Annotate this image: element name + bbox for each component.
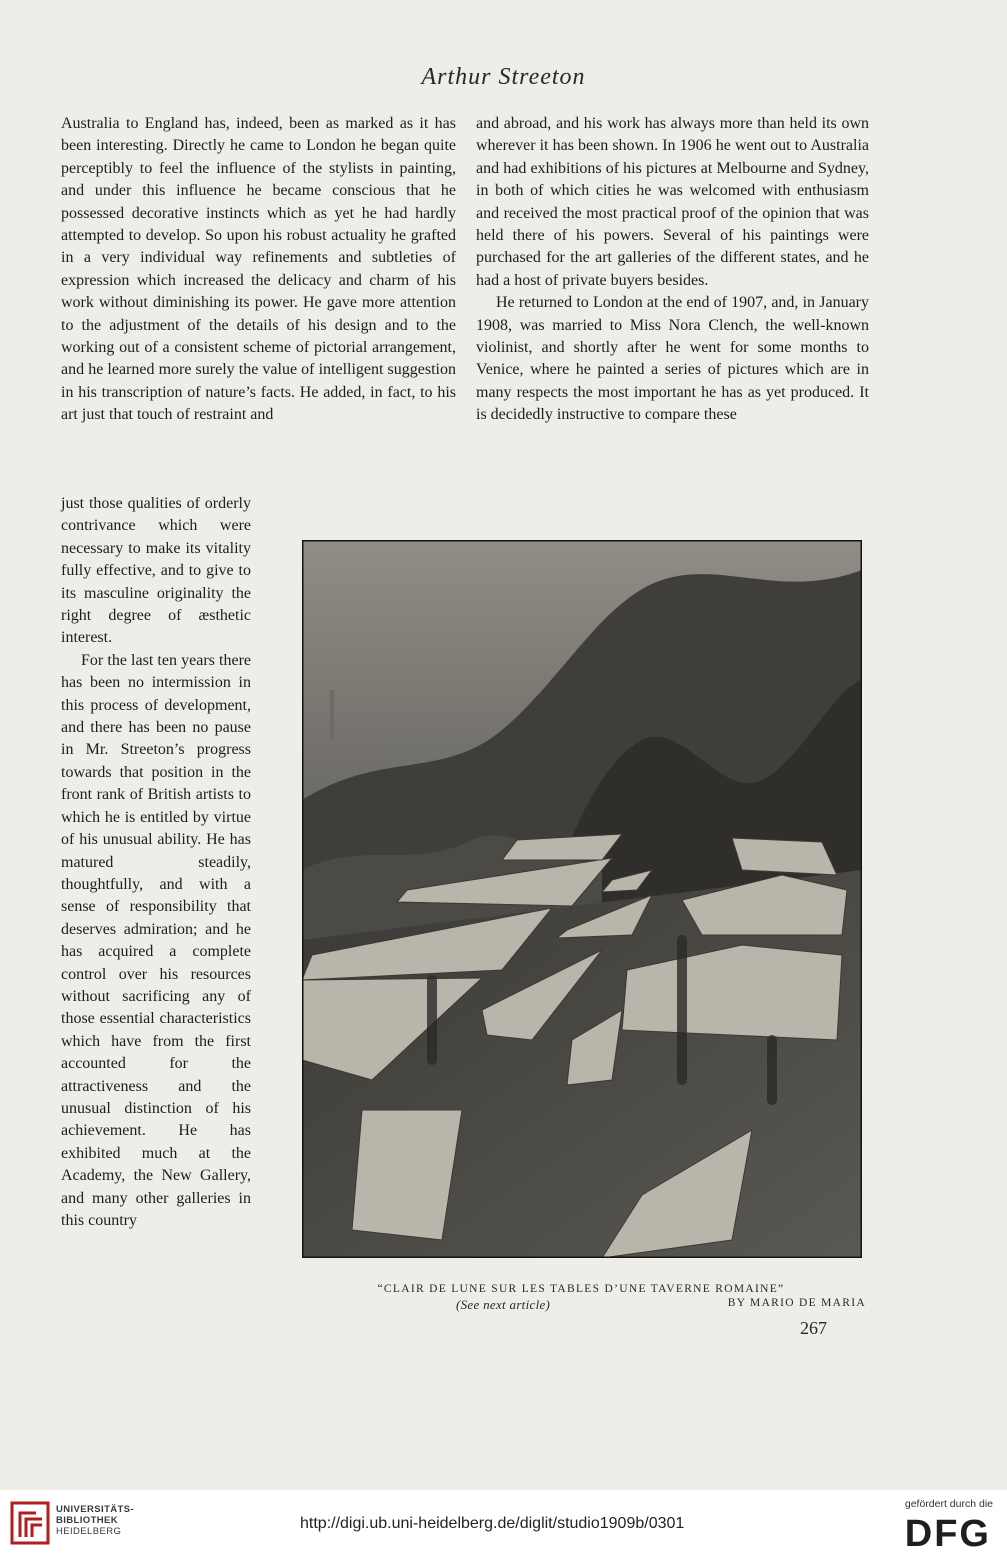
painting-illustration <box>302 540 862 1258</box>
left-column-narrow <box>61 493 251 1232</box>
university-library-name: UNIVERSITÄTS- BIBLIOTHEK HEIDELBERG <box>56 1504 135 1537</box>
paragraph: He returned to London at the end of 1907, and, in January 1908, was married to Miss Nora Clench, the well-known violinist, and shortly after he went for some months to Venice, where he painted a series of pictures which are in many respects the most important he has as yet produced. It is decidedly instructive to compare these <box>476 294 869 424</box>
caption-artist: BY MARIO DE MARIA <box>727 1297 866 1309</box>
paragraph: For the last ten years there has been no intermission in this process of development, and there has been no pause in Mr. Streeton’s progress towards that position in the front rank of British artists to which he is entitled by virtue of his unusual ability. He has matured steadily, thoughtfully, and with a sense of responsibility that deserves admiration; and he has acquired a complete control over his resources without sacrificing any of those essential characteristics which have from the first accounted for the attractiveness and the unusual distinction of his achievement. He has exhibited much at the Academy, the New Gallery, and many other galleries in this country <box>61 651 251 1229</box>
paragraph: and abroad, and his work has always more than held its own wherever it has been shown. In 1906 he went out to Australia and had exhibitions of his pictures at Melbourne and Sydney, in both of which cities he was welcomed with enthusiasm and received the most practical proof of the opinion that was held there of his powers. Several of his paintings were purchased for the art galleries of the different states, and he had a host of private buyers besides. <box>476 115 869 289</box>
dfg-logo: DFG <box>904 1513 991 1555</box>
paragraph: Australia to England has, indeed, been as marked as it has been interesting. Directly he came to London he began quite perceptibly to feel the influence of the stylists in painting, and under this influence he became conscious that he possessed decorative instincts which as yet he had hardly attempted to develop. So upon his robust actuality he grafted in a very individual way refinements and subtleties of expression which increased the delicacy and charm of his work without diminishing its power. He gave more attention to the adjustment of the details of his design and to the working out of a consistent scheme of pictorial arrangement, and he learned more surely the value of intelligent suggestion in his transcription of nature’s facts. He added, in fact, to his art just that touch of restraint and <box>61 115 456 424</box>
running-title: Arthur Streeton <box>421 64 586 90</box>
right-column <box>476 113 869 427</box>
caption-see-reference: (See next article) <box>456 1297 551 1312</box>
page-number: 267 <box>800 1318 827 1338</box>
digitization-footer <box>0 1490 1007 1562</box>
university-library-logo-icon <box>10 1501 50 1545</box>
permalink-url[interactable]: http://digi.ub.uni-heidelberg.de/diglit/studio1909b/0301 <box>300 1515 685 1532</box>
left-column-top <box>61 113 456 427</box>
funding-note: gefördert durch die <box>904 1498 993 1510</box>
caption-title: “CLAIR DE LUNE SUR LES TABLES D’UNE TAVERNE ROMAINE” <box>377 1283 785 1295</box>
painting-plate <box>302 540 862 1258</box>
paragraph: just those qualities of orderly contrivance which were necessary to make its vitality fully effective, and to give to its masculine originality the right degree of æsthetic interest. <box>61 495 251 647</box>
figure-caption <box>296 1283 866 1313</box>
